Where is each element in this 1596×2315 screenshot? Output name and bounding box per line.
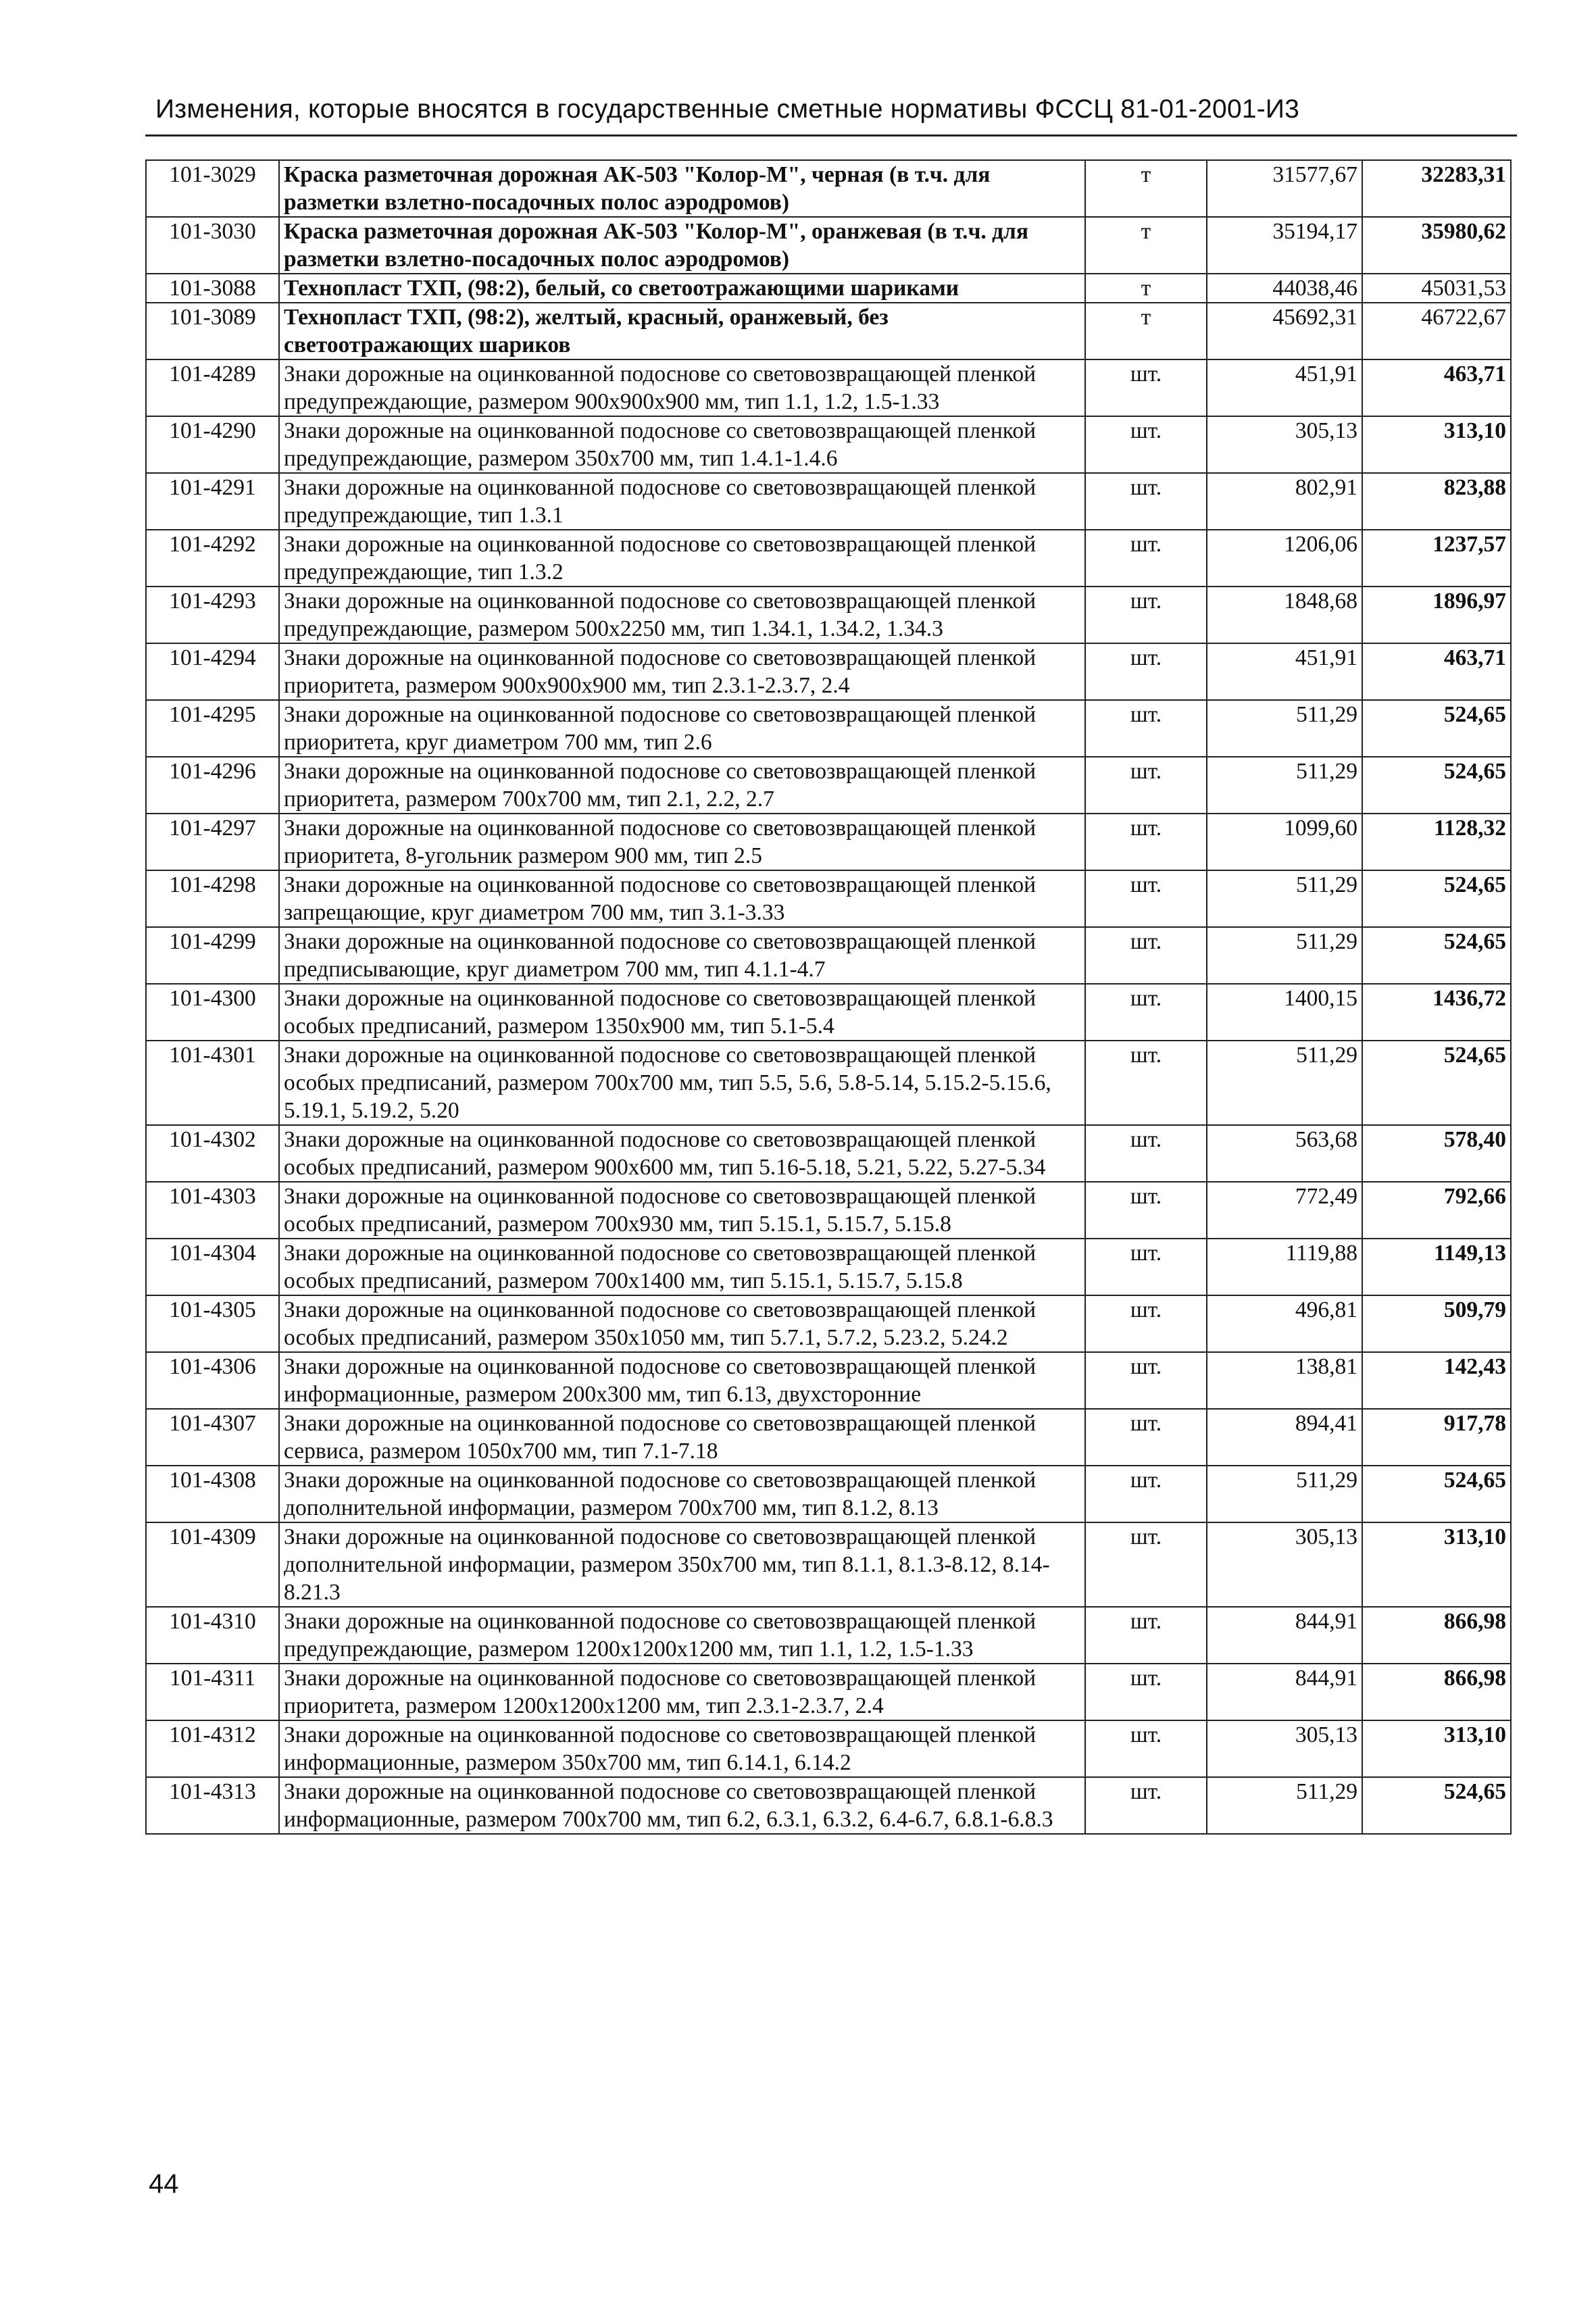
price-old: 451,91 [1207, 643, 1362, 700]
resource-code: 101-4292 [146, 530, 279, 587]
price-table-body [146, 160, 1511, 1834]
price-new: 463,71 [1362, 359, 1511, 416]
resource-name: Знаки дорожные на оцинкованной подоснове со световозвращающей пленкой приоритета, 8-угольник размером 900 мм, тип 2.5 [279, 814, 1085, 870]
resource-name: Знаки дорожные на оцинкованной подоснове со световозвращающей пленкой особых предписаний, размером 700х930 мм, тип 5.15.1, 5.15.7, 5.15.8 [279, 1182, 1085, 1239]
table-row [146, 1352, 1511, 1409]
price-new: 866,98 [1362, 1607, 1511, 1664]
unit-of-measure: шт. [1085, 757, 1207, 814]
resource-code: 101-3029 [146, 160, 279, 217]
resource-code: 101-4296 [146, 757, 279, 814]
price-old: 1848,68 [1207, 587, 1362, 643]
table-row [146, 1295, 1511, 1352]
price-new: 792,66 [1362, 1182, 1511, 1239]
header-rule [145, 134, 1517, 136]
unit-of-measure: шт. [1085, 814, 1207, 870]
price-new: 524,65 [1362, 1041, 1511, 1125]
table-row [146, 359, 1511, 416]
unit-of-measure: шт. [1085, 1125, 1207, 1182]
price-old: 802,91 [1207, 473, 1362, 530]
resource-name: Знаки дорожные на оцинкованной подоснове со световозвращающей пленкой особых предписаний, размером 700х1400 мм, тип 5.15.1, 5.15.7, 5.15.8 [279, 1239, 1085, 1295]
resource-code: 101-4311 [146, 1664, 279, 1720]
unit-of-measure: шт. [1085, 984, 1207, 1041]
resource-code: 101-4301 [146, 1041, 279, 1125]
unit-of-measure: т [1085, 217, 1207, 274]
resource-name: Знаки дорожные на оцинкованной подоснове со световозвращающей пленкой приоритета, размером 1200х1200х1200 мм, тип 2.3.1-2.3.7, 2.4 [279, 1664, 1085, 1720]
unit-of-measure: шт. [1085, 530, 1207, 587]
resource-name: Знаки дорожные на оцинкованной подоснове со световозвращающей пленкой предупреждающие, тип 1.3.1 [279, 473, 1085, 530]
unit-of-measure: шт. [1085, 473, 1207, 530]
price-old: 511,29 [1207, 870, 1362, 927]
resource-code: 101-4290 [146, 416, 279, 473]
table-row [146, 757, 1511, 814]
unit-of-measure: шт. [1085, 870, 1207, 927]
resource-name: Знаки дорожные на оцинкованной подоснове со световозвращающей пленкой запрещающие, круг диаметром 700 мм, тип 3.1-3.33 [279, 870, 1085, 927]
table-row [146, 160, 1511, 217]
unit-of-measure: шт. [1085, 1182, 1207, 1239]
table-row [146, 1607, 1511, 1664]
resource-code: 101-4303 [146, 1182, 279, 1239]
table-row [146, 1239, 1511, 1295]
resource-name: Знаки дорожные на оцинкованной подоснове со световозвращающей пленкой приоритета, круг диаметром 700 мм, тип 2.6 [279, 700, 1085, 757]
resource-name: Краска разметочная дорожная АК-503 "Колор-М", черная (в т.ч. для разметки взлетно-посадочных полос аэродромов) [279, 160, 1085, 217]
price-new: 1237,57 [1362, 530, 1511, 587]
table-row [146, 530, 1511, 587]
resource-name: Знаки дорожные на оцинкованной подоснове со световозвращающей пленкой приоритета, размером 700х700 мм, тип 2.1, 2.2, 2.7 [279, 757, 1085, 814]
price-new: 524,65 [1362, 870, 1511, 927]
resource-code: 101-4294 [146, 643, 279, 700]
resource-code: 101-4293 [146, 587, 279, 643]
table-row [146, 1041, 1511, 1125]
price-new: 524,65 [1362, 757, 1511, 814]
resource-name: Краска разметочная дорожная АК-503 "Колор-М", оранжевая (в т.ч. для разметки взлетно-посадочных полос аэродромов) [279, 217, 1085, 274]
unit-of-measure: шт. [1085, 1720, 1207, 1777]
price-new: 524,65 [1362, 927, 1511, 984]
table-row [146, 1664, 1511, 1720]
price-table [145, 159, 1512, 1835]
resource-name: Знаки дорожные на оцинкованной подоснове со световозвращающей пленкой предупреждающие, размером 350х700 мм, тип 1.4.1-1.4.6 [279, 416, 1085, 473]
resource-code: 101-4313 [146, 1777, 279, 1834]
unit-of-measure: шт. [1085, 1409, 1207, 1466]
price-old: 496,81 [1207, 1295, 1362, 1352]
resource-name: Знаки дорожные на оцинкованной подоснове со световозвращающей пленкой информационные, размером 200х300 мм, тип 6.13, двухсторонние [279, 1352, 1085, 1409]
price-new: 313,10 [1362, 1522, 1511, 1607]
resource-name: Знаки дорожные на оцинкованной подоснове со световозвращающей пленкой особых предписаний, размером 350х1050 мм, тип 5.7.1, 5.7.2, 5.23.2, 5.24.2 [279, 1295, 1085, 1352]
table-row [146, 1522, 1511, 1607]
unit-of-measure: шт. [1085, 1239, 1207, 1295]
resource-name: Знаки дорожные на оцинкованной подоснове со световозвращающей пленкой дополнительной информации, размером 700х700 мм, тип 8.1.2, 8.13 [279, 1466, 1085, 1522]
resource-code: 101-4295 [146, 700, 279, 757]
resource-name: Знаки дорожные на оцинкованной подоснове со световозвращающей пленкой приоритета, размером 900х900х900 мм, тип 2.3.1-2.3.7, 2.4 [279, 643, 1085, 700]
table-row [146, 927, 1511, 984]
price-old: 563,68 [1207, 1125, 1362, 1182]
unit-of-measure: шт. [1085, 1664, 1207, 1720]
unit-of-measure: т [1085, 274, 1207, 303]
resource-code: 101-4299 [146, 927, 279, 984]
price-new: 524,65 [1362, 1777, 1511, 1834]
resource-code: 101-4291 [146, 473, 279, 530]
resource-name: Знаки дорожные на оцинкованной подоснове со световозвращающей пленкой дополнительной информации, размером 350х700 мм, тип 8.1.1, 8.1.3-8.12, 8.14-8.21.3 [279, 1522, 1085, 1607]
price-old: 511,29 [1207, 1777, 1362, 1834]
price-new: 32283,31 [1362, 160, 1511, 217]
page-number: 44 [149, 2169, 179, 2199]
price-new: 1128,32 [1362, 814, 1511, 870]
resource-code: 101-4306 [146, 1352, 279, 1409]
resource-code: 101-4312 [146, 1720, 279, 1777]
price-new: 866,98 [1362, 1664, 1511, 1720]
resource-code: 101-4300 [146, 984, 279, 1041]
price-old: 511,29 [1207, 1041, 1362, 1125]
table-row [146, 870, 1511, 927]
resource-code: 101-3030 [146, 217, 279, 274]
resource-name: Знаки дорожные на оцинкованной подоснове со световозвращающей пленкой предупреждающие, размером 500х2250 мм, тип 1.34.1, 1.34.2, 1.34.3 [279, 587, 1085, 643]
unit-of-measure: шт. [1085, 1352, 1207, 1409]
price-new: 45031,53 [1362, 274, 1511, 303]
table-row [146, 700, 1511, 757]
price-new: 524,65 [1362, 1466, 1511, 1522]
unit-of-measure: шт. [1085, 643, 1207, 700]
price-new: 463,71 [1362, 643, 1511, 700]
price-old: 305,13 [1207, 416, 1362, 473]
price-old: 844,91 [1207, 1664, 1362, 1720]
table-row [146, 274, 1511, 303]
price-new: 46722,67 [1362, 303, 1511, 359]
table-row [146, 984, 1511, 1041]
resource-code: 101-4289 [146, 359, 279, 416]
price-old: 844,91 [1207, 1607, 1362, 1664]
resource-name: Знаки дорожные на оцинкованной подоснове со световозвращающей пленкой особых предписаний, размером 700х700 мм, тип 5.5, 5.6, 5.8-5.14, 5.15.2-5.15.6, 5.19.1, 5.19.2, 5.20 [279, 1041, 1085, 1125]
price-new: 578,40 [1362, 1125, 1511, 1182]
resource-name: Знаки дорожные на оцинкованной подоснове со световозвращающей пленкой предупреждающие, размером 900х900х900 мм, тип 1.1, 1.2, 1.5-1.33 [279, 359, 1085, 416]
table-row [146, 643, 1511, 700]
resource-name: Знаки дорожные на оцинкованной подоснове со световозвращающей пленкой предписывающие, круг диаметром 700 мм, тип 4.1.1-4.7 [279, 927, 1085, 984]
resource-code: 101-3088 [146, 274, 279, 303]
price-old: 511,29 [1207, 1466, 1362, 1522]
unit-of-measure: шт. [1085, 359, 1207, 416]
unit-of-measure: шт. [1085, 1522, 1207, 1607]
price-old: 35194,17 [1207, 217, 1362, 274]
resource-code: 101-4309 [146, 1522, 279, 1607]
resource-name: Знаки дорожные на оцинкованной подоснове со световозвращающей пленкой информационные, размером 350х700 мм, тип 6.14.1, 6.14.2 [279, 1720, 1085, 1777]
price-old: 305,13 [1207, 1522, 1362, 1607]
table-row [146, 1409, 1511, 1466]
price-old: 1206,06 [1207, 530, 1362, 587]
price-old: 772,49 [1207, 1182, 1362, 1239]
unit-of-measure: т [1085, 160, 1207, 217]
resource-name: Технопласт ТХП, (98:2), белый, со светоотражающими шариками [279, 274, 1085, 303]
unit-of-measure: шт. [1085, 1777, 1207, 1834]
unit-of-measure: шт. [1085, 927, 1207, 984]
price-old: 1099,60 [1207, 814, 1362, 870]
table-row [146, 1125, 1511, 1182]
resource-code: 101-4298 [146, 870, 279, 927]
price-new: 1149,13 [1362, 1239, 1511, 1295]
unit-of-measure: шт. [1085, 1607, 1207, 1664]
resource-name: Технопласт ТХП, (98:2), желтый, красный, оранжевый, без светоотражающих шариков [279, 303, 1085, 359]
price-new: 823,88 [1362, 473, 1511, 530]
table-row [146, 416, 1511, 473]
resource-name: Знаки дорожные на оцинкованной подоснове со световозвращающей пленкой предупреждающие, тип 1.3.2 [279, 530, 1085, 587]
resource-code: 101-4307 [146, 1409, 279, 1466]
resource-code: 101-3089 [146, 303, 279, 359]
price-old: 894,41 [1207, 1409, 1362, 1466]
resource-code: 101-4305 [146, 1295, 279, 1352]
table-row [146, 473, 1511, 530]
table-row [146, 217, 1511, 274]
table-row [146, 587, 1511, 643]
price-old: 305,13 [1207, 1720, 1362, 1777]
resource-code: 101-4304 [146, 1239, 279, 1295]
price-new: 142,43 [1362, 1352, 1511, 1409]
price-old: 511,29 [1207, 757, 1362, 814]
table-row [146, 303, 1511, 359]
table-row [146, 1182, 1511, 1239]
price-new: 1436,72 [1362, 984, 1511, 1041]
price-old: 45692,31 [1207, 303, 1362, 359]
resource-name: Знаки дорожные на оцинкованной подоснове со световозвращающей пленкой особых предписаний, размером 900х600 мм, тип 5.16-5.18, 5.21, 5.22, 5.27-5.34 [279, 1125, 1085, 1182]
price-new: 1896,97 [1362, 587, 1511, 643]
price-old: 44038,46 [1207, 274, 1362, 303]
resource-code: 101-4302 [146, 1125, 279, 1182]
price-new: 313,10 [1362, 1720, 1511, 1777]
unit-of-measure: шт. [1085, 1466, 1207, 1522]
table-row [146, 814, 1511, 870]
unit-of-measure: шт. [1085, 587, 1207, 643]
price-old: 31577,67 [1207, 160, 1362, 217]
price-new: 313,10 [1362, 416, 1511, 473]
resource-name: Знаки дорожные на оцинкованной подоснове со световозвращающей пленкой сервиса, размером 1050х700 мм, тип 7.1-7.18 [279, 1409, 1085, 1466]
price-new: 917,78 [1362, 1409, 1511, 1466]
unit-of-measure: шт. [1085, 416, 1207, 473]
table-row [146, 1777, 1511, 1834]
price-old: 511,29 [1207, 700, 1362, 757]
price-new: 35980,62 [1362, 217, 1511, 274]
resource-code: 101-4297 [146, 814, 279, 870]
unit-of-measure: т [1085, 303, 1207, 359]
price-new: 524,65 [1362, 700, 1511, 757]
resource-code: 101-4310 [146, 1607, 279, 1664]
price-old: 511,29 [1207, 927, 1362, 984]
resource-name: Знаки дорожные на оцинкованной подоснове со световозвращающей пленкой предупреждающие, размером 1200х1200х1200 мм, тип 1.1, 1.2, 1.5-1.33 [279, 1607, 1085, 1664]
price-old: 1400,15 [1207, 984, 1362, 1041]
table-row [146, 1466, 1511, 1522]
resource-name: Знаки дорожные на оцинкованной подоснове со световозвращающей пленкой информационные, размером 700х700 мм, тип 6.2, 6.3.1, 6.3.2, 6.4-6.7, 6.8.1-6.8.3 [279, 1777, 1085, 1834]
price-new: 509,79 [1362, 1295, 1511, 1352]
unit-of-measure: шт. [1085, 1295, 1207, 1352]
resource-code: 101-4308 [146, 1466, 279, 1522]
unit-of-measure: шт. [1085, 700, 1207, 757]
page-header: Изменения, которые вносятся в государственные сметные нормативы ФССЦ 81-01-2001-И3 [155, 95, 1300, 124]
unit-of-measure: шт. [1085, 1041, 1207, 1125]
price-old: 1119,88 [1207, 1239, 1362, 1295]
resource-name: Знаки дорожные на оцинкованной подоснове со световозвращающей пленкой особых предписаний, размером 1350х900 мм, тип 5.1-5.4 [279, 984, 1085, 1041]
price-old: 138,81 [1207, 1352, 1362, 1409]
table-row [146, 1720, 1511, 1777]
price-old: 451,91 [1207, 359, 1362, 416]
